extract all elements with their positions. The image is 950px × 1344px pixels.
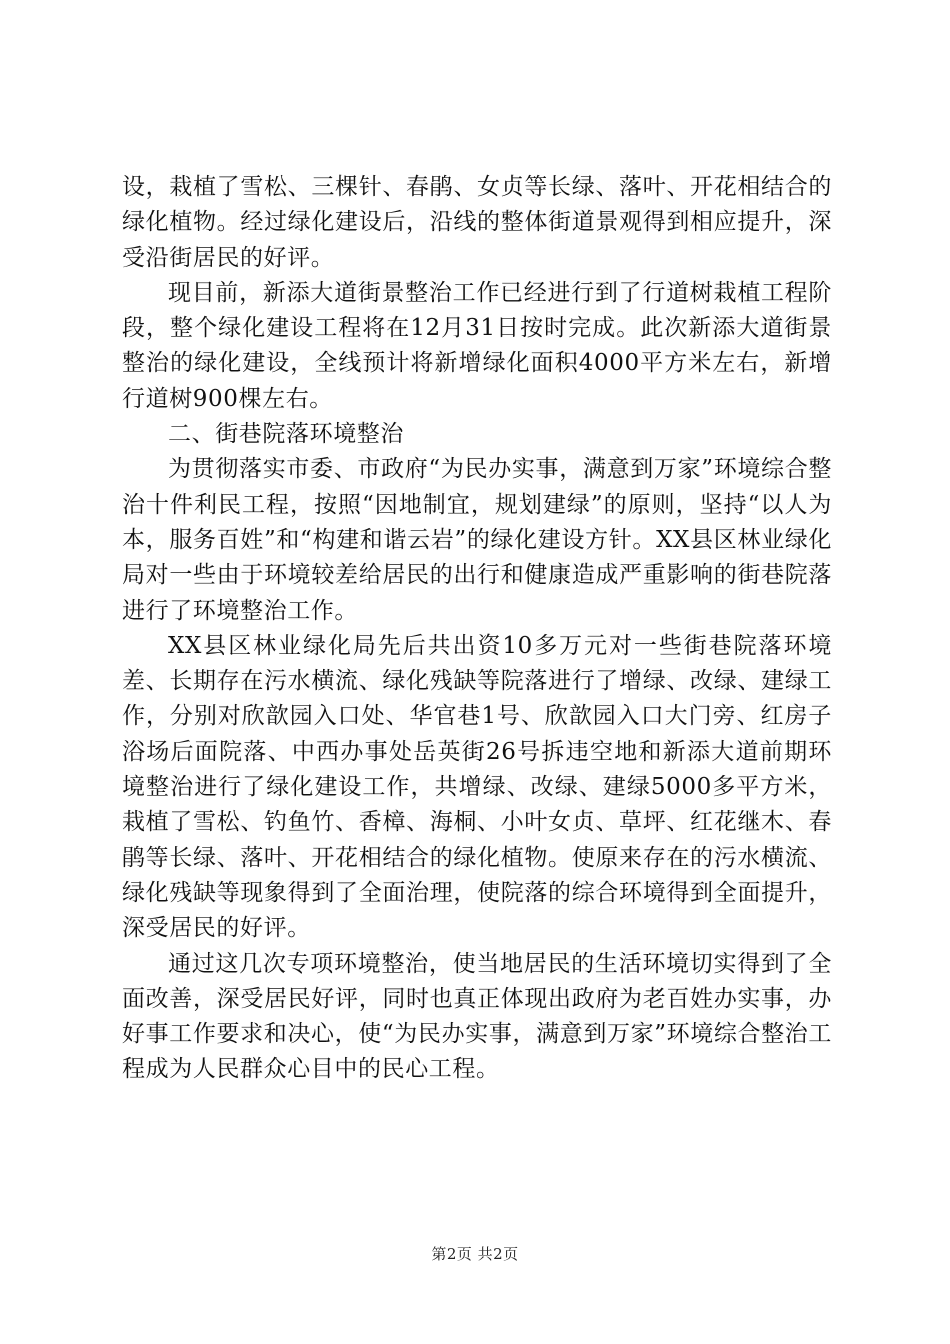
paragraph-continuation: 设，栽植了雪松、三棵针、春鹃、女贞等长绿、落叶、开花相结合的绿化植物。经过绿化建设后，沿线的整体街道景观得到相应提升，深受沿街居民的好评。 (122, 174, 832, 271)
paragraph-progress: 现目前，新添大道街景整治工作已经进行到了行道树栽植工程阶段，整个绿化建设工程将在12月31日按时完成。此次新添大道街景整治的绿化建设，全线预计将新增绿化面积4000平方米左右，新增行道树900棵左右。 (122, 279, 832, 412)
paragraph-conclusion: 通过这几次专项环境整治，使当地居民的生活环境切实得到了全面改善，深受居民好评，同时也真正体现出政府为老百姓办实事，办好事工作要求和决心，使“为民办实事，满意到万家”环境综合整治工程成为人民群众心目中的民心工程。 (122, 950, 832, 1083)
section-heading: 二、街巷院落环境整治 (168, 421, 404, 448)
paragraph-policy: 为贯彻落实市委、市政府“为民办实事，满意到万家”环境综合整治十件利民工程，按照“因地制宜，规划建绿”的原则，坚持“以人为本，服务百姓”和“构建和谐云岩”的绿化建设方针。XX县区林业绿化局对一些由于环境较差给居民的出行和健康造成严重影响的街巷院落进行了环境整治工作。 (122, 456, 832, 624)
document-body (122, 170, 832, 1088)
paragraph-investment: XX县区林业绿化局先后共出资10多万元对一些街巷院落环境差、长期存在污水横流、绿化残缺等院落进行了增绿、改绿、建绿工作，分别对欣歆园入口处、华官巷1号、欣歆园入口大门旁、红房子浴场后面院落、中西办事处岳英街26号拆违空地和新添大道前期环境整治进行了绿化建设工作，共增绿、改绿、建绿5000多平方米，栽植了雪松、钓鱼竹、香樟、海桐、小叶女贞、草坪、红花继木、春鹃等长绿、落叶、开花相结合的绿化植物。使原来存在的污水横流、绿化残缺等现象得到了全面治理，使院落的综合环境得到全面提升，深受居民的好评。 (122, 632, 832, 942)
page-footer: 第2页 共2页 (431, 1245, 519, 1263)
